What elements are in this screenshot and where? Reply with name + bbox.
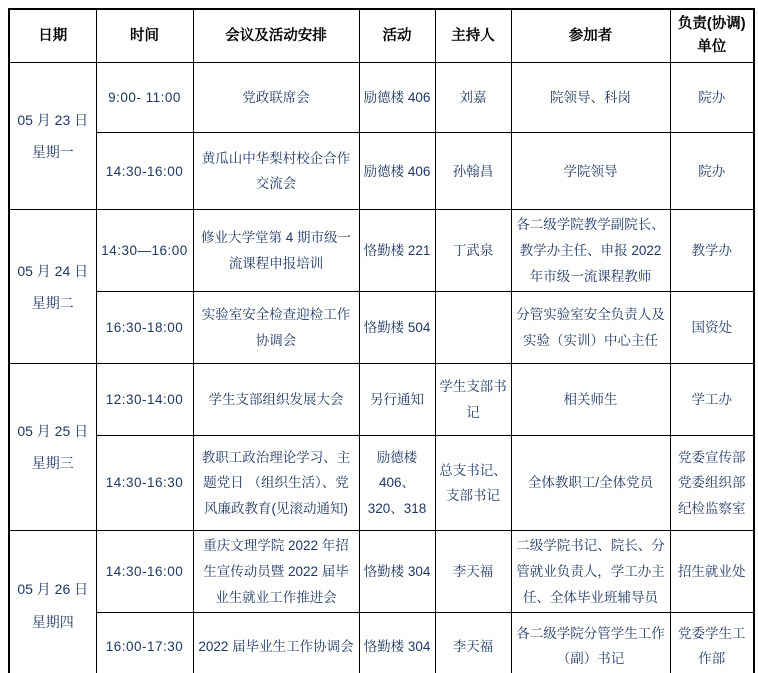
- unit-cell: 招生就业处: [670, 531, 754, 613]
- unit-cell: 院办: [670, 63, 754, 133]
- host-cell: 丁武泉: [435, 210, 511, 292]
- meeting-cell: 2022 届毕业生工作协调会: [193, 613, 359, 673]
- time-cell: 14:30—16:00: [96, 210, 193, 292]
- participants-cell: 分管实验室安全负责人及实验（实训）中心主任: [511, 292, 670, 364]
- host-cell: [435, 292, 511, 364]
- meeting-cell: 黄瓜山中华梨村校企合作交流会: [193, 133, 359, 210]
- location-cell: 励德楼 406: [359, 63, 435, 133]
- participants-cell: 各二级学院分管学生工作（副）书记: [511, 613, 670, 673]
- table-row: [9, 210, 754, 292]
- header-cell-host: 主持人: [435, 9, 511, 63]
- schedule-table: [8, 8, 755, 673]
- unit-cell: 院办: [670, 133, 754, 210]
- participants-cell: 相关师生: [511, 364, 670, 436]
- header-cell-unit: 负责(协调)单位: [670, 9, 754, 63]
- location-cell: 恪勤楼 304: [359, 531, 435, 613]
- weekday-text: 星期四: [31, 613, 74, 630]
- host-cell: 总支书记、支部书记: [435, 436, 511, 531]
- date-cell: [9, 531, 96, 673]
- location-cell: 另行通知: [359, 364, 435, 436]
- host-cell: 李天福: [435, 613, 511, 673]
- unit-cell: 国资处: [670, 292, 754, 364]
- header-cell-date: 日期: [9, 9, 96, 63]
- time-cell: 16:30-18:00: [96, 292, 193, 364]
- time-cell: 12:30-14:00: [96, 364, 193, 436]
- unit-cell: 党委学生工作部: [670, 613, 754, 673]
- date-cell: [9, 63, 96, 210]
- weekday-text: 星期一: [31, 144, 74, 161]
- location-cell: 励德楼 406、320、318: [359, 436, 435, 531]
- table-row: [9, 436, 754, 531]
- table-row: [9, 63, 754, 133]
- table-row: [9, 133, 754, 210]
- date-text: 05 月 24 日: [17, 262, 89, 279]
- host-cell: 刘嘉: [435, 63, 511, 133]
- participants-cell: 学院领导: [511, 133, 670, 210]
- unit-cell: 教学办: [670, 210, 754, 292]
- date-text: 05 月 25 日: [17, 423, 89, 440]
- time-cell: 16:00-17:30: [96, 613, 193, 673]
- participants-cell: 院领导、科岗: [511, 63, 670, 133]
- time-cell: 14:30-16:00: [96, 531, 193, 613]
- header-row: [9, 9, 754, 63]
- table-row: [9, 613, 754, 673]
- unit-cell: 党委宣传部 党委组织部 纪检监察室: [670, 436, 754, 531]
- host-cell: 孙翰昌: [435, 133, 511, 210]
- meeting-cell: 修业大学堂第 4 期市级一流课程申报培训: [193, 210, 359, 292]
- table-row: [9, 531, 754, 613]
- location-cell: 励德楼 406: [359, 133, 435, 210]
- participants-cell: 各二级学院教学副院长、教学办主任、申报 2022 年市级一流课程教师: [511, 210, 670, 292]
- time-cell: 14:30-16:30: [96, 436, 193, 531]
- meeting-cell: 学生支部组织发展大会: [193, 364, 359, 436]
- participants-cell: 全体教职工/全体党员: [511, 436, 670, 531]
- host-cell: 李天福: [435, 531, 511, 613]
- table-row: [9, 364, 754, 436]
- header-cell-location: 活动: [359, 9, 435, 63]
- header-cell-time: 时间: [96, 9, 193, 63]
- weekday-text: 星期三: [31, 455, 74, 472]
- host-cell: 学生支部书记: [435, 364, 511, 436]
- date-cell: [9, 364, 96, 531]
- date-cell: [9, 210, 96, 364]
- meeting-cell: 重庆文理学院 2022 年招生宣传动员暨 2022 届毕业生就业工作推进会: [193, 531, 359, 613]
- location-cell: 恪勤楼 221: [359, 210, 435, 292]
- time-cell: 14:30-16:00: [96, 133, 193, 210]
- date-text: 05 月 23 日: [17, 112, 89, 129]
- participants-cell: 二级学院书记、院长、分管就业负责人，学工办主任、全体毕业班辅导员: [511, 531, 670, 613]
- time-cell: 9:00- 11:00: [96, 63, 193, 133]
- meeting-cell: 党政联席会: [193, 63, 359, 133]
- header-cell-participants: 参加者: [511, 9, 670, 63]
- weekday-text: 星期二: [31, 294, 74, 311]
- meeting-cell: 实验室安全检查迎检工作协调会: [193, 292, 359, 364]
- location-cell: 恪勤楼 304: [359, 613, 435, 673]
- unit-cell: 学工办: [670, 364, 754, 436]
- table-row: [9, 292, 754, 364]
- date-text: 05 月 26 日: [17, 581, 89, 598]
- meeting-cell: 教职工政治理论学习、主题党日 （组织生活）、党风廉政教育(见滚动通知): [193, 436, 359, 531]
- header-cell-meeting: 会议及活动安排: [193, 9, 359, 63]
- location-cell: 恪勤楼 504: [359, 292, 435, 364]
